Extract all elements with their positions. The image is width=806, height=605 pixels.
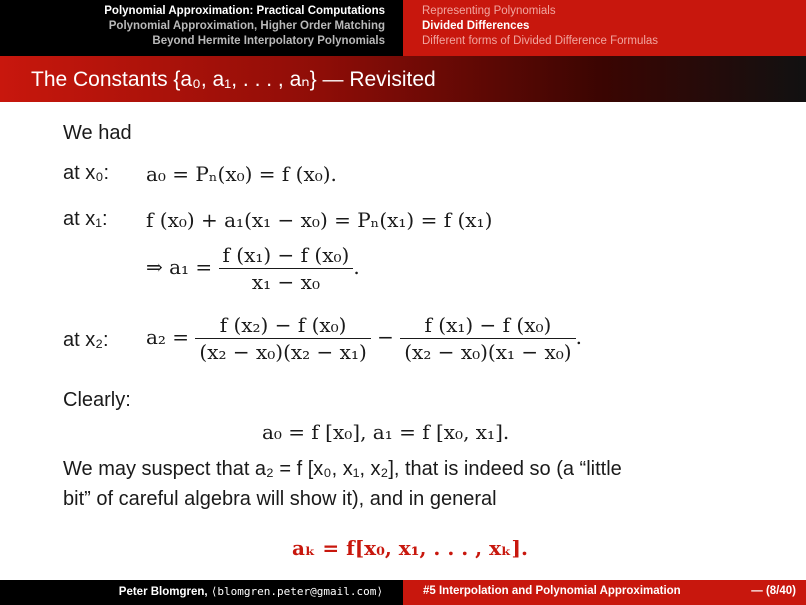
author-email[interactable]: ⟨blomgren.peter@gmail.com⟩ <box>210 585 383 598</box>
at-x2-label: at x₂: <box>63 329 109 351</box>
section-nav <box>0 0 403 56</box>
section-link-higher-order-matching[interactable]: Polynomial Approximation, Higher Order Matching <box>108 20 385 32</box>
a2-equation <box>146 312 582 365</box>
clearly-text: Clearly: <box>63 389 131 411</box>
clearly-equations: a₀ = f [x₀], a₁ = f [x₀, x₁]. <box>262 420 510 444</box>
a2-lhs: a₂ = <box>146 325 190 349</box>
suspect-text-line-1: We may suspect that a₂ = f [x₀, x₁, x₂], that is indeed so (a “little <box>63 458 622 480</box>
a0-equation: a₀ = Pₙ(x₀) = f (x₀). <box>146 162 337 186</box>
section-link-practical-computations[interactable]: Polynomial Approximation: Practical Computations <box>104 5 385 17</box>
a2-second-denominator: (x₂ − x₀)(x₁ − x₀) <box>400 338 575 365</box>
subsection-link-divided-difference-forms[interactable]: Different forms of Divided Difference Formulas <box>422 35 659 47</box>
a1-lhs: ⇒ a₁ = <box>146 255 213 279</box>
a2-first-fraction <box>195 312 370 365</box>
slide-content <box>0 102 806 580</box>
a1-period: . <box>353 255 360 279</box>
footer-author-panel <box>0 580 403 605</box>
section-link-beyond-hermite[interactable]: Beyond Hermite Interpolatory Polynomials <box>152 35 385 47</box>
we-had-text: We had <box>63 122 132 144</box>
footer-talk-title: #5 Interpolation and Polynomial Approximation <box>423 585 681 597</box>
a1-denominator: x₁ − x₀ <box>219 268 354 295</box>
frame-title: The Constants {a₀, a₁, . . . , aₙ} — Revisited <box>31 68 436 91</box>
frame-title-bar <box>0 56 806 102</box>
at-x1-label: at x₁: <box>63 208 108 230</box>
top-navigation-bar <box>0 0 806 56</box>
general-formula: aₖ = f[x₀, x₁, . . . , xₖ]. <box>292 536 528 560</box>
x1-equation: f (x₀) + a₁(x₁ − x₀) = Pₙ(x₁) = f (x₁) <box>146 208 493 232</box>
footer-page-number: — (8/40) <box>751 585 796 597</box>
a1-equation <box>146 242 360 295</box>
subsection-link-representing-polynomials[interactable]: Representing Polynomials <box>422 5 556 17</box>
subsection-link-divided-differences[interactable]: Divided Differences <box>422 20 530 32</box>
footer-bar <box>0 580 806 605</box>
footer-talk-panel <box>403 580 806 605</box>
suspect-text-line-2: bit” of careful algebra will show it), and in general <box>63 488 497 510</box>
footer-author <box>119 585 383 598</box>
at-x0-label: at x₀: <box>63 162 110 184</box>
subsection-nav <box>403 0 806 56</box>
a2-first-numerator: f (x₂) − f (x₀) <box>219 313 347 337</box>
author-name: Peter Blomgren, <box>118 586 208 598</box>
a2-second-fraction <box>400 312 575 365</box>
a2-first-denominator: (x₂ − x₀)(x₂ − x₁) <box>195 338 370 365</box>
a2-period: . <box>575 325 582 349</box>
a1-fraction <box>219 242 354 295</box>
a2-minus: − <box>377 325 394 349</box>
a1-numerator: f (x₁) − f (x₀) <box>222 243 350 267</box>
a2-second-numerator: f (x₁) − f (x₀) <box>424 313 552 337</box>
